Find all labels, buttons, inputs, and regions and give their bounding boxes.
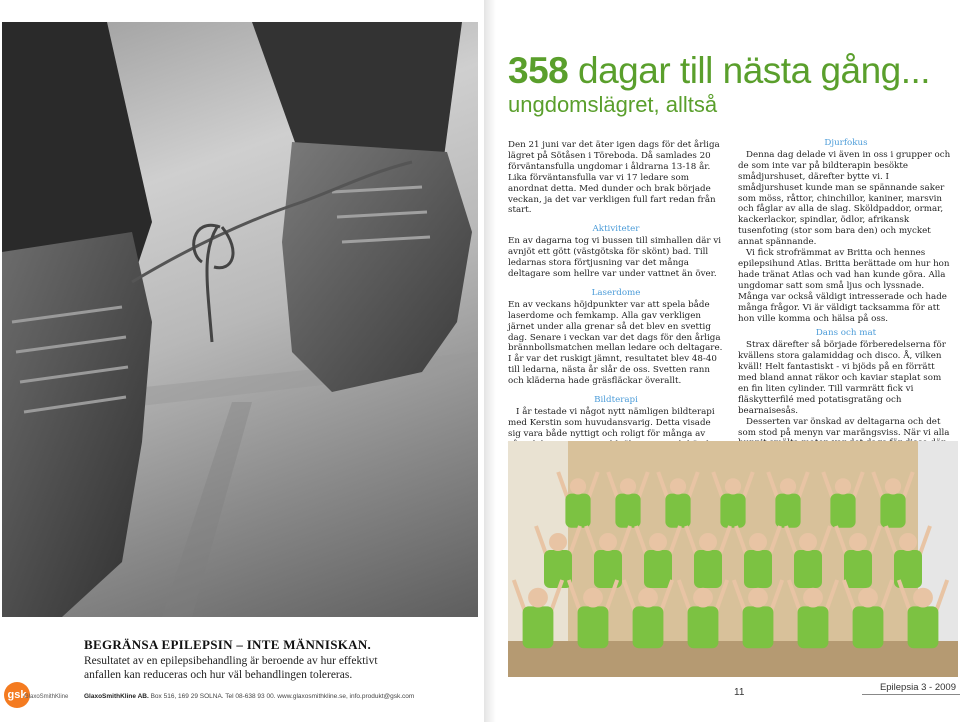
section-body-dans-1: Strax därefter så började förberedelserna för kvällens stora galamiddag och disco. Å, vilken kväll! Helt fantastiskt - vi bjöds på en förrätt med bland annat räkor och kaviar staplat som en fin liten cylinder. Till varmrätt fick vi fläskytterfilé med potatisgratäng och bearnaisesås.: [738, 340, 946, 416]
camper-head: [899, 533, 917, 551]
ad-footer: [84, 693, 414, 700]
camper-head: [599, 533, 617, 551]
camper-head: [528, 588, 548, 608]
camper-shirt: [743, 606, 774, 648]
section-body-djurfokus-1: Denna dag delade vi även in oss i grupper och de som inte var på bildterapin besökte smådjurshuset, därefter bytte vi. I smådjurshuset kunde man se spännande saker som möss, råttor, chinchillor, kaniner, marsvin och fåglar av alla de slag. Sköldpaddor, ormar, kackerlackor, spindlar, ödlor, afrikansk tusenfoting (stor som bara den) och mycket annat spännande.: [738, 149, 951, 248]
camper-shirt: [615, 494, 640, 528]
headline-number: 358: [508, 50, 569, 91]
article-headline: [508, 50, 930, 92]
section-title-dans-och-mat: Dans och mat: [815, 328, 877, 339]
group-photo-illustration: [508, 441, 958, 677]
group-photo: [508, 441, 958, 677]
ad-footer-company: GlaxoSmithKline AB.: [84, 693, 149, 700]
camper-head: [583, 588, 603, 608]
section-title-djurfokus: Djurfokus: [824, 138, 868, 148]
section-title-aktiviteter: Aktiviteter: [592, 224, 640, 235]
camper-shirt: [830, 494, 855, 528]
camper-shirt: [853, 606, 884, 648]
camper-shirt: [644, 550, 672, 588]
camper-head: [638, 588, 658, 608]
camper-shirt: [908, 606, 939, 648]
camper-shirt: [523, 606, 554, 648]
gsk-company-name: GlaxoSmithKline: [24, 694, 69, 700]
article-subheadline: ungdomslägret, alltså: [508, 92, 718, 117]
ad-footer-address: Box 516, 169 29 SOLNA. Tel 08-638 93 00. www.glaxosmithkline.se, info.produkt@gsk.com: [148, 693, 415, 700]
camper-shirt: [633, 606, 664, 648]
section-title-bildterapi: Bildterapi: [594, 395, 638, 406]
camper-shirt: [880, 494, 905, 528]
section-body-bildterapi: I år testade vi något nytt nämligen bildterapi med Kerstin som huvudansvarig. Detta visade sig vara både nyttigt och roligt för många av: [508, 406, 715, 439]
camper-head: [649, 533, 667, 551]
page-number: 11: [734, 687, 745, 698]
camper-head: [748, 588, 768, 608]
camper-head: [699, 533, 717, 551]
camper-head: [885, 478, 901, 494]
camper-shirt: [688, 606, 719, 648]
camper-shirt: [578, 606, 609, 648]
camper-shirt: [665, 494, 690, 528]
camper-head: [803, 588, 823, 608]
camper-head: [780, 478, 796, 494]
camper-shirt: [694, 550, 722, 588]
camper-head: [858, 588, 878, 608]
camper-head: [913, 588, 933, 608]
camper-head: [570, 478, 586, 494]
camper-head: [549, 533, 567, 551]
ad-body-text: Resultatet av en epilepsibehandling är beroende av hur effektivt anfallen kan reduceras och hur väl behandlingen tolereras.: [84, 655, 378, 681]
camper-shirt: [565, 494, 590, 528]
gsk-logo-text: gsk: [7, 689, 27, 701]
camper-shirt: [844, 550, 872, 588]
camper-head: [835, 478, 851, 494]
article-column-1: [508, 140, 724, 483]
camper-head: [670, 478, 686, 494]
headline-text: dagar till nästa gång...: [568, 50, 931, 91]
article-intro: Den 21 juni var det äter igen dags för det årliga lägret på Sötåsen i Töreboda. Då samlades 20 förväntansfulla ungdomar i åldrarna 13-18 år. Lika förväntansfulla var vi 17 ledare som anordnat detta. Med dunder och brak började veckan, ja det var verkligen full fart redan från start.: [508, 140, 720, 216]
camper-shirt: [720, 494, 745, 528]
camper-head: [725, 478, 741, 494]
section-body-aktiviteter: En av dagarna tog vi bussen till simhallen där vi avnjöt ett gött (västgötska för skönt) bad. Till ledarnas stora förtjusning var det många deltagare som hellre var under vattnet än över.: [508, 236, 722, 279]
camper-head: [693, 588, 713, 608]
camper-shirt: [794, 550, 822, 588]
camper-head: [849, 533, 867, 551]
section-body-djurfokus-2: Vi fick strofrämmat av Britta och hennes epilepsihund Atlas. Britta berättade om hur hon hade tränat Atlas och vad han kunde göra. Alla ungdomar satt som små ljus och lyssnade. Många var också väldigt intresserade och hade många frågor. Vi är väldigt tacksamma för att hon ville komma och hälsa på oss.: [738, 248, 950, 324]
page-gutter: [484, 0, 496, 722]
shoes-photo: [2, 22, 478, 617]
issue-divider: [862, 694, 960, 695]
section-body-laserdome: En av veckans höjdpunkter var att spela både laserdome och femkamp. Alla gav verkligen järnet under alla grenar så det blev en svettig dag. Senare i veckan var det dags för den årliga brännbollsmatchen mellan ledare och deltagare. I år var det ruskigt jämnt, resultatet blev 48-40 till ledarna, nästa år slår de oss. Svetten rann och kläderna hade gräsfläckar överallt.: [508, 299, 723, 387]
camper-head: [620, 478, 636, 494]
camper-head: [749, 533, 767, 551]
ad-headline: BEGRÄNSA EPILEPSIN – INTE MÄNNISKAN.: [84, 637, 372, 652]
camper-head: [799, 533, 817, 551]
camper-shirt: [775, 494, 800, 528]
issue-label: Epilepsia 3 - 2009: [879, 682, 956, 693]
camper-shirt: [798, 606, 829, 648]
section-title-laserdome: Laserdome: [591, 287, 641, 298]
shoes-illustration: [2, 22, 478, 617]
camper-shirt: [744, 550, 772, 588]
section-body-dans-2: Desserten var önskad av deltagarna och det som stod på menyn var marängsviss. När vi alla: [738, 416, 950, 438]
